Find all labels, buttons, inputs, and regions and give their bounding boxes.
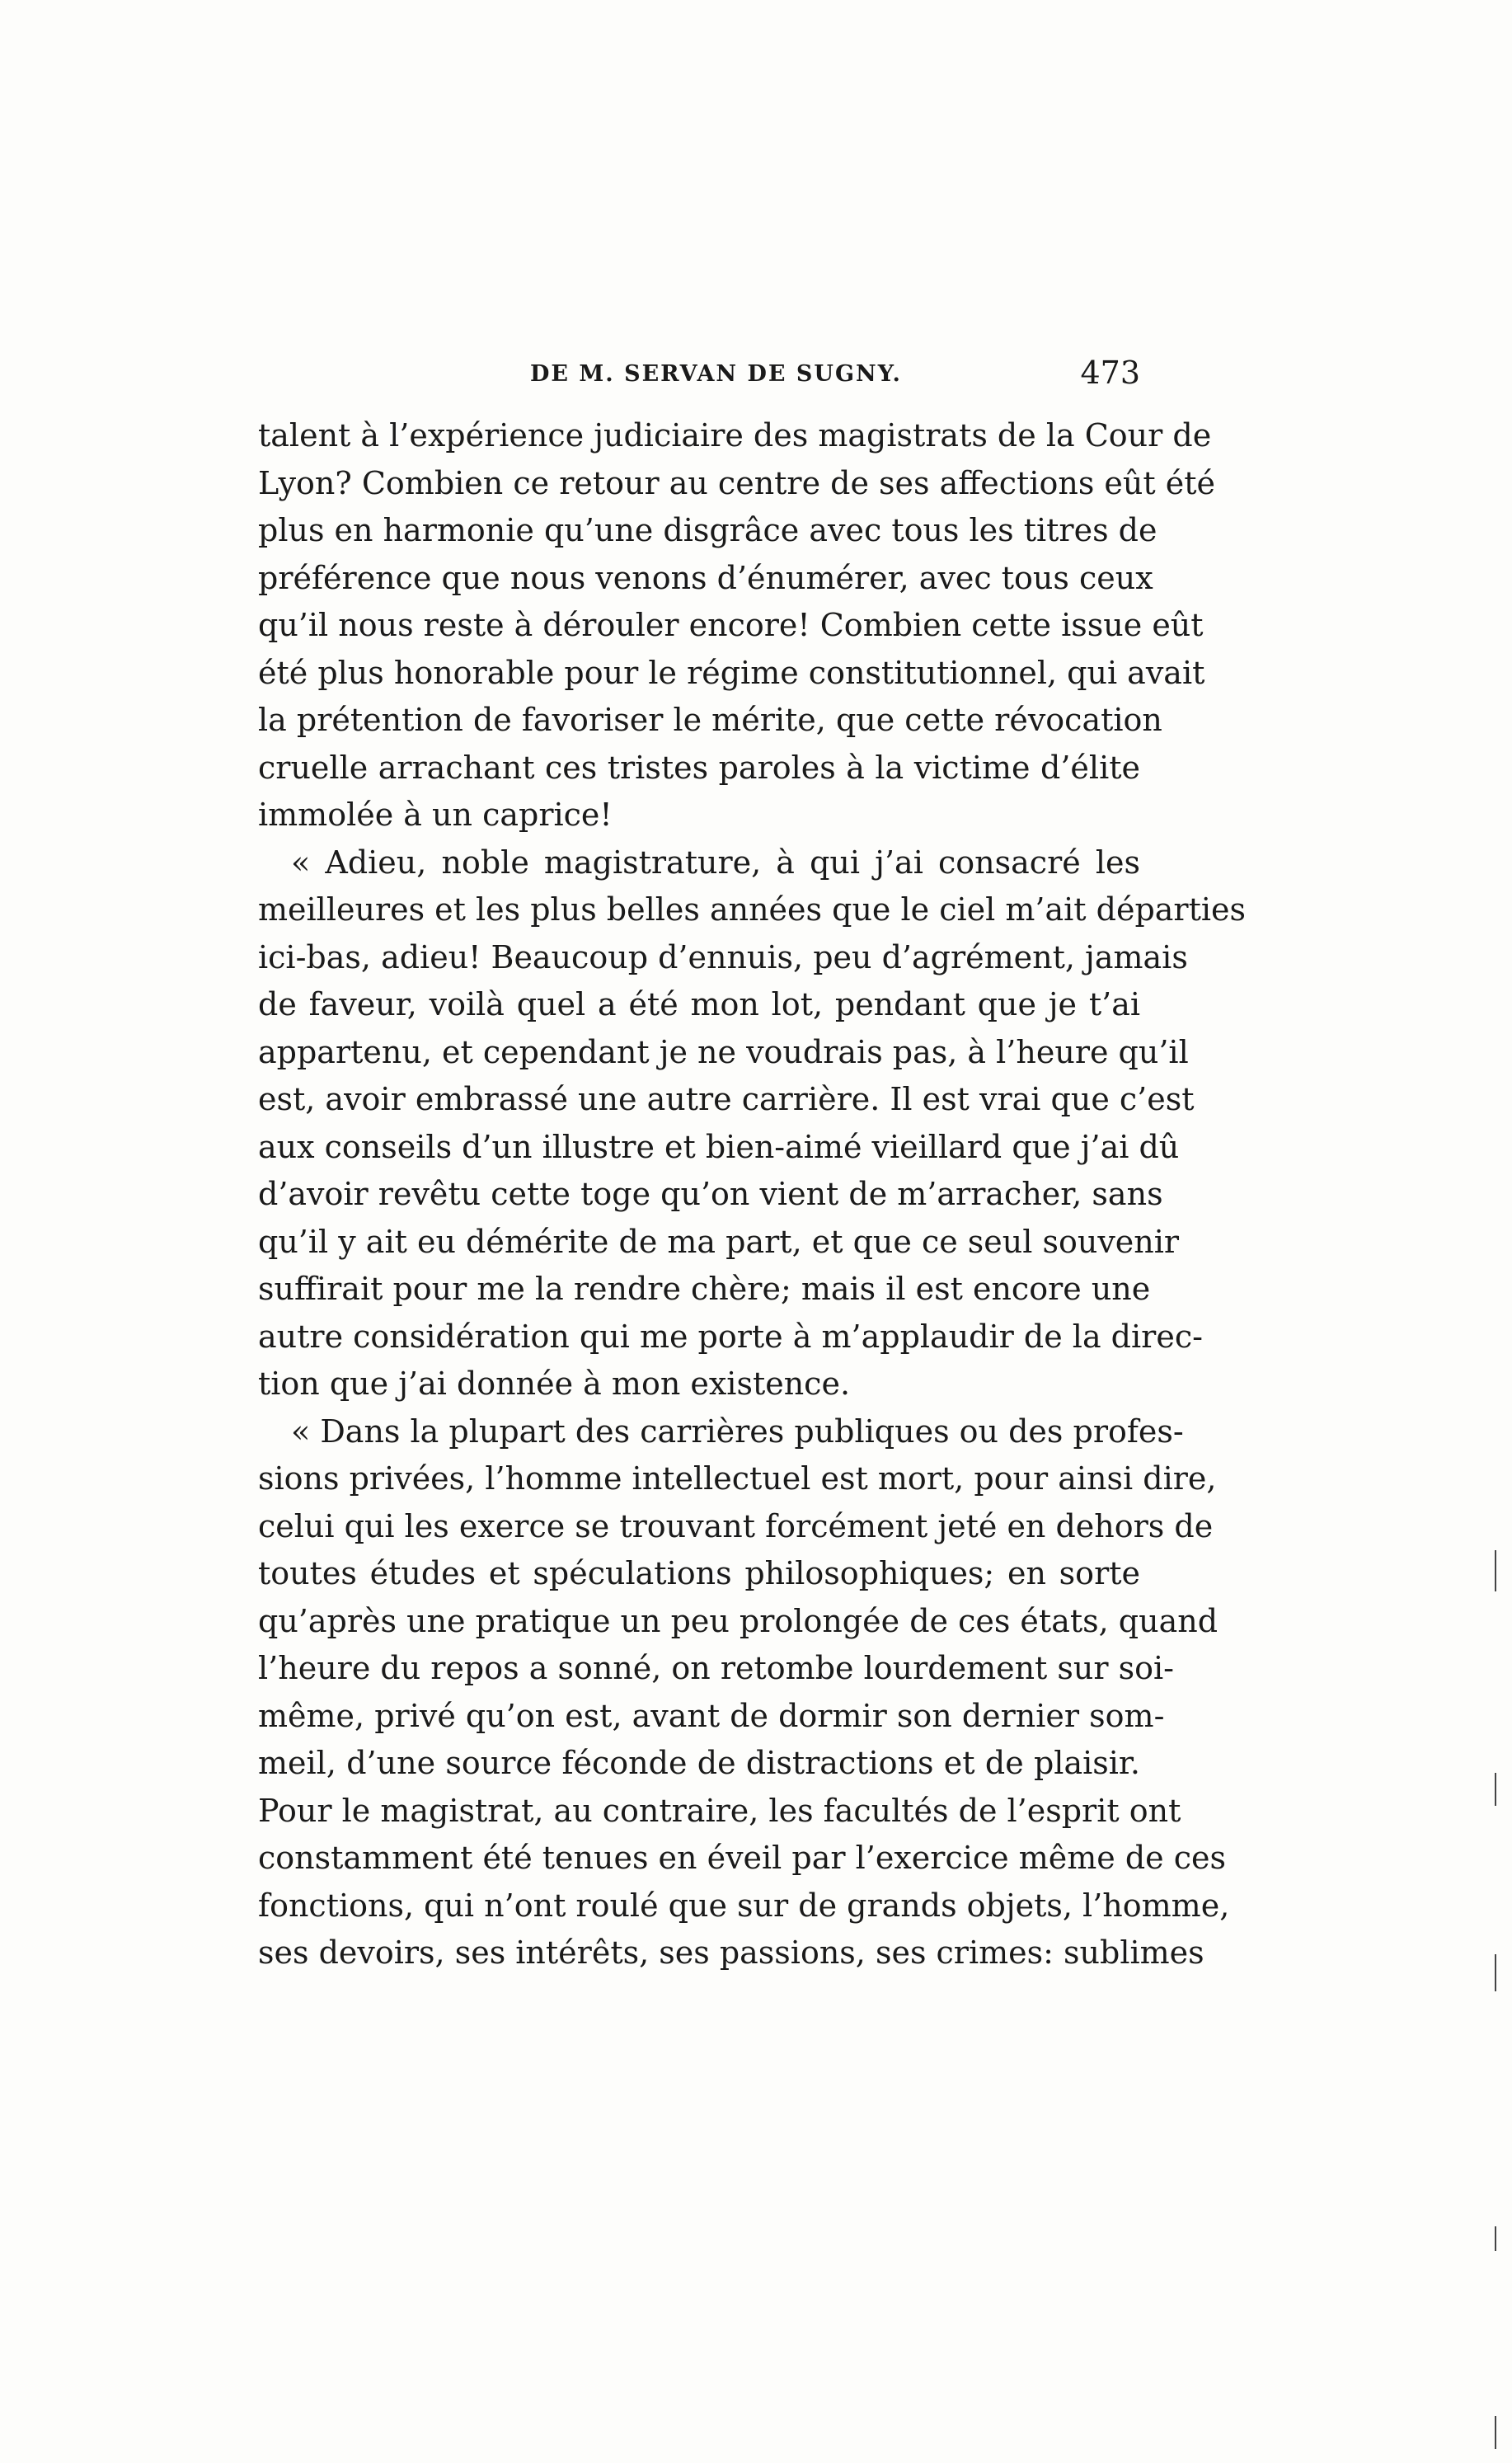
text-line: cruelle arrachant ces tristes paroles à la victime d’élite — [258, 749, 1140, 786]
text-line: aux conseils d’un illustre et bien-aimé vieillard que j’ai dû — [258, 1128, 1180, 1165]
text-line: toutes études et spéculations philosophiques; en sorte — [258, 1555, 1140, 1591]
text-line: de faveur, voilà quel a été mon lot, pendant que je t’ai — [258, 986, 1140, 1022]
scan-mark — [1495, 2416, 1496, 2449]
running-title: DE M. SERVAN DE SUGNY. — [530, 361, 902, 387]
text-line: talent à l’expérience judiciaire des magistrats de la Cour de — [258, 417, 1212, 454]
text-line: qu’il nous reste à dérouler encore! Combien cette issue eût — [258, 607, 1204, 643]
text-line: qu’il y ait eu démérite de ma part, et que ce seul souvenir — [258, 1223, 1180, 1260]
scan-mark — [1495, 1773, 1496, 1806]
body-text — [258, 412, 1247, 1977]
text-line: meilleures et les plus belles années que le ciel m’ait départies — [258, 891, 1247, 928]
text-line: Pour le magistrat, au contraire, les facultés de l’esprit ont — [258, 1792, 1181, 1829]
text-line: été plus honorable pour le régime constitutionnel, qui avait — [258, 654, 1205, 691]
text-line: tion que j’ai donnée à mon existence. — [258, 1365, 851, 1402]
text-line: est, avoir embrassé une autre carrière. Il est vrai que c’est — [258, 1081, 1195, 1117]
page-number: 473 — [1080, 355, 1140, 391]
text-line: « Adieu, noble magistrature, à qui j’ai consacré les — [291, 844, 1140, 881]
text-line: Lyon? Combien ce retour au centre de ses affections eût été — [258, 464, 1215, 501]
text-line: immolée à un caprice! — [258, 797, 613, 833]
text-line: sions privées, l’homme intellectuel est mort, pour ainsi dire, — [258, 1460, 1217, 1497]
text-line: plus en harmonie qu’une disgrâce avec tous les titres de — [258, 512, 1157, 548]
scan-mark — [1495, 1550, 1496, 1591]
text-line: qu’après une pratique un peu prolongée de ces états, quand — [258, 1602, 1219, 1639]
text-line: d’avoir revêtu cette toge qu’on vient de m’arracher, sans — [258, 1176, 1163, 1212]
scan-mark — [1495, 1954, 1496, 1991]
text-line: appartenu, et cependant je ne voudrais pas, à l’heure qu’il — [258, 1033, 1189, 1070]
text-line: préférence que nous venons d’énumérer, avec tous ceux — [258, 559, 1153, 596]
text-line: suffirait pour me la rendre chère; mais il est encore une — [258, 1271, 1151, 1307]
text-line: « Dans la plupart des carrières publiques ou des profes- — [291, 1412, 1184, 1450]
scan-mark — [1495, 2226, 1496, 2251]
text-line: l’heure du repos a sonné, on retombe lourdement sur soi- — [258, 1650, 1174, 1686]
text-line: ici-bas, adieu! Beaucoup d’ennuis, peu d’agrément, jamais — [258, 938, 1188, 975]
page-header — [258, 355, 1140, 404]
text-line: fonctions, qui n’ont roulé que sur de grands objets, l’homme, — [258, 1887, 1230, 1924]
text-line: même, privé qu’on est, avant de dormir son dernier som- — [258, 1697, 1165, 1734]
text-line: celui qui les exerce se trouvant forcément jeté en dehors de — [258, 1507, 1214, 1544]
text-line: ses devoirs, ses intérêts, ses passions, ses crimes: sublimes — [258, 1934, 1204, 1971]
text-line: meil, d’une source féconde de distractions et de plaisir. — [258, 1745, 1140, 1781]
text-line: autre considération qui me porte à m’applaudir de la direc- — [258, 1318, 1203, 1355]
text-line: la prétention de favoriser le mérite, que cette révocation — [258, 702, 1162, 738]
text-line: constamment été tenues en éveil par l’exercice même de ces — [258, 1840, 1227, 1876]
